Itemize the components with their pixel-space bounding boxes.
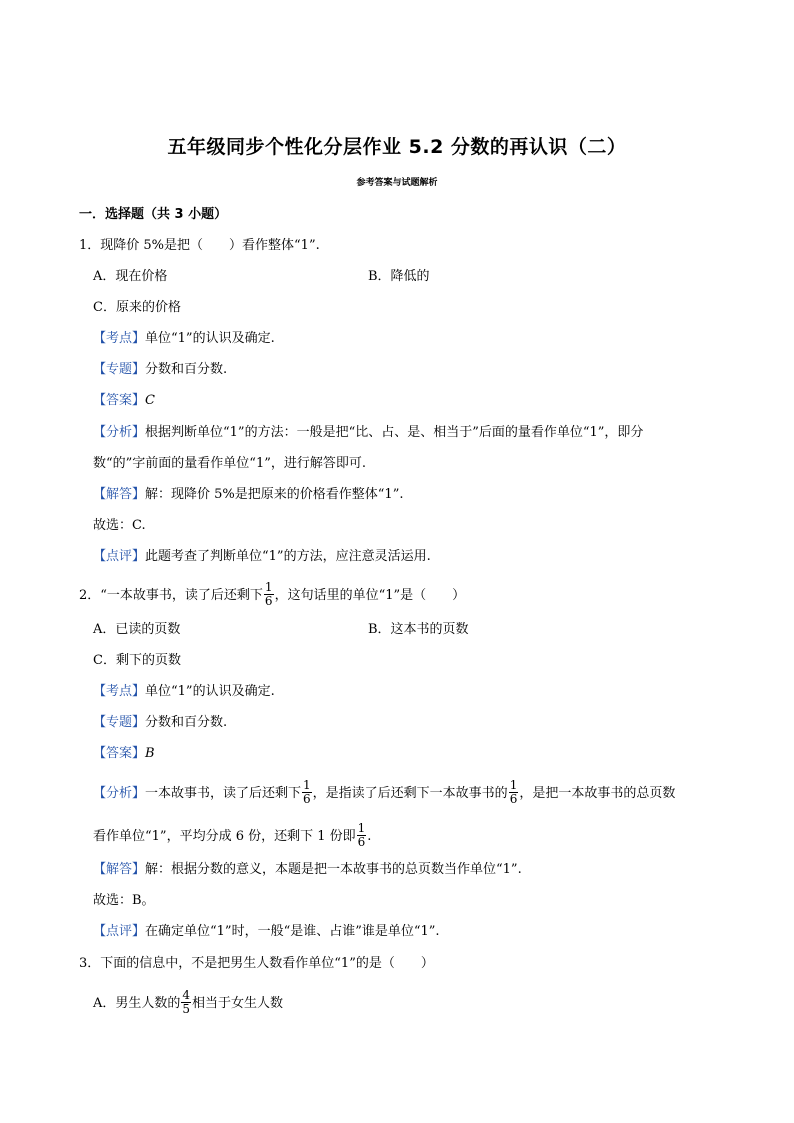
q3-stem: 3．下面的信息中，不是把男生人数看作单位“1”的是（ ）	[79, 956, 434, 971]
q2-option-a: A．已读的页数	[93, 622, 181, 637]
q1-dianping-text: 此题考查了判断单位“1”的方法，应注意灵活运用.	[145, 549, 431, 564]
q2-answer	[93, 745, 155, 763]
q2-jieda-text: 解：根据分数的意义，本题是把一本故事书的总页数当作单位“1”.	[145, 862, 522, 877]
q2-dianping-text: 在确定单位“1”时，一般“是谁、占谁”谁是单位“1”.	[145, 924, 440, 939]
q2-fenxi-2a: 看作单位“1”，平均分成 6 份，还剩下 1 份即	[93, 829, 356, 844]
fraction-denominator: 5	[182, 1002, 191, 1016]
jieda-tag: 【解答】	[93, 487, 146, 502]
q2-fenxi-line-2	[93, 823, 371, 850]
q1-fenxi	[93, 424, 643, 442]
q1-jieda-text: 解：现降价 5%是把原来的价格看作整体“1”.	[145, 487, 404, 502]
page-subtitle: 参考答案与试题解析	[356, 178, 438, 188]
q1-stem: 1．现降价 5%是把（ ）看作整体“1”.	[79, 238, 320, 253]
q2-option-b: B．这本书的页数	[368, 622, 469, 637]
fraction-one-sixth	[357, 822, 367, 849]
fraction-numerator: 1	[303, 778, 311, 792]
jieda-tag: 【解答】	[93, 862, 146, 877]
q1-jieda	[93, 486, 403, 504]
kaodian-tag: 【考点】	[93, 684, 146, 699]
q1-option-a: A．现在价格	[93, 269, 168, 284]
q2-zhuanti	[93, 714, 227, 732]
q2-dianping	[93, 923, 440, 941]
fraction-numerator: 4	[182, 988, 191, 1002]
fraction-numerator: 1	[264, 580, 273, 594]
kaodian-tag: 【考点】	[93, 331, 146, 346]
zhuanti-tag: 【专题】	[93, 715, 146, 730]
q2-guxuan: 故选：B。	[93, 893, 155, 908]
q1-option-c: C．原来的价格	[93, 300, 181, 315]
q3-option-a-pre: A．男生人数的	[93, 996, 181, 1011]
q2-fenxi-b: ，是指读了后还剩下一本故事书的	[312, 786, 508, 801]
daan-tag: 【答案】	[93, 393, 146, 408]
q2-answer-text: B	[145, 746, 155, 761]
q2-option-c: C．剩下的页数	[93, 653, 181, 668]
fraction-denominator: 6	[303, 792, 311, 806]
fraction-denominator: 6	[357, 835, 366, 849]
dianping-tag: 【点评】	[93, 924, 146, 939]
fraction-one-sixth	[302, 779, 312, 806]
q1-fenxi-text-2: 数“的”字前面的量看作单位“1”，进行解答即可.	[93, 456, 366, 471]
fenxi-tag: 【分析】	[93, 786, 146, 801]
q1-zhuanti	[93, 361, 227, 379]
q1-guxuan: 故选：C.	[93, 518, 146, 533]
q2-stem-pre: 2．“一本故事书，读了后还剩下	[79, 588, 263, 603]
q1-fenxi-text-1: 根据判断单位“1”的方法：一般是把“比、占、是、相当于”后面的量看作单位“1”，即分	[145, 425, 644, 440]
q2-kaodian	[93, 683, 275, 701]
q2-stem-post: ，这句话里的单位“1”是（ ）	[274, 588, 466, 603]
q1-dianping	[93, 548, 431, 566]
fraction-numerator: 1	[357, 821, 366, 835]
q3-option-a	[93, 990, 283, 1017]
fraction-denominator: 6	[264, 594, 273, 608]
q2-fenxi-2b: .	[367, 829, 372, 844]
fraction-denominator: 6	[509, 792, 518, 806]
fraction-one-sixth	[264, 581, 274, 608]
q1-answer	[93, 392, 155, 410]
q2-fenxi	[93, 780, 675, 807]
q2-jieda	[93, 861, 522, 879]
fraction-four-fifths	[181, 989, 191, 1016]
q1-answer-text: C	[145, 393, 155, 408]
zhuanti-tag: 【专题】	[93, 362, 146, 377]
q2-kaodian-text: 单位“1”的认识及确定.	[145, 684, 275, 699]
section-heading: 一．选择题（共 3 小题）	[79, 207, 228, 222]
q1-kaodian	[93, 330, 275, 348]
page-title: 五年级同步个性化分层作业 5.2 分数的再认识（二）	[167, 136, 627, 158]
q2-zhuanti-text: 分数和百分数.	[145, 715, 228, 730]
q2-stem	[79, 582, 465, 609]
q1-kaodian-text: 单位“1”的认识及确定.	[145, 331, 275, 346]
q2-fenxi-a: 一本故事书，读了后还剩下	[145, 786, 302, 801]
fraction-one-sixth	[509, 779, 519, 806]
fenxi-tag: 【分析】	[93, 425, 146, 440]
q1-zhuanti-text: 分数和百分数.	[145, 362, 228, 377]
q1-option-b: B．降低的	[368, 269, 430, 284]
q3-option-a-post: 相当于女生人数	[192, 996, 284, 1011]
dianping-tag: 【点评】	[93, 549, 146, 564]
q2-fenxi-c: ，是把一本故事书的总页数	[519, 786, 676, 801]
daan-tag: 【答案】	[93, 746, 146, 761]
fraction-numerator: 1	[509, 778, 518, 792]
